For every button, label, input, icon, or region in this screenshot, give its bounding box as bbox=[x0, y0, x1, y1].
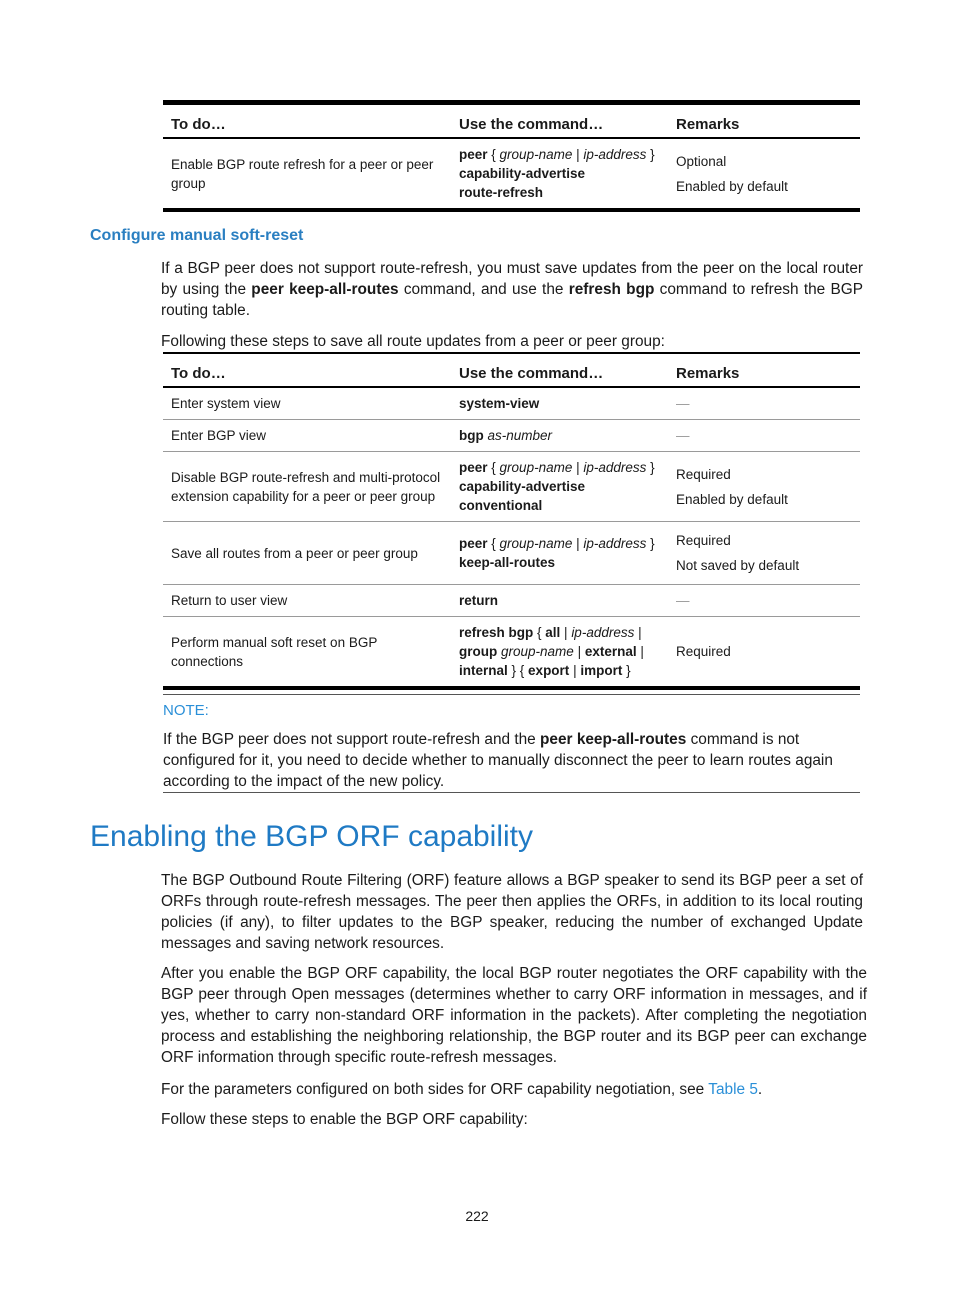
todo-cell: Perform manual soft reset on BGP connections bbox=[171, 634, 378, 669]
command-text: peer keep-all-routes bbox=[540, 731, 687, 748]
cmd-keyword: peer bbox=[459, 147, 488, 162]
cmd-punct: | bbox=[572, 460, 584, 475]
cmd-keyword: system-view bbox=[459, 396, 540, 411]
remark-line: Optional bbox=[676, 153, 727, 169]
text: For the parameters configured on both sides for ORF capability negotiation, see bbox=[161, 1081, 709, 1098]
cmd-keyword: capability-advertise bbox=[459, 166, 586, 181]
cmd-keyword: external bbox=[584, 644, 637, 659]
note-label: NOTE: bbox=[163, 702, 209, 719]
command-cell bbox=[451, 387, 668, 420]
remarks-cell: — bbox=[668, 585, 860, 617]
cmd-keyword: peer bbox=[459, 536, 488, 551]
table-row bbox=[163, 387, 860, 420]
cmd-punct: } bbox=[646, 460, 655, 475]
cmd-keyword: route-refresh bbox=[459, 185, 544, 200]
cmd-punct: | bbox=[572, 147, 584, 162]
page-number: 222 bbox=[465, 1208, 489, 1224]
todo-cell: Enter BGP view bbox=[163, 420, 451, 452]
cmd-punct: { bbox=[487, 460, 500, 475]
table-row bbox=[163, 585, 860, 617]
command-cell bbox=[451, 138, 668, 210]
cmd-keyword: internal bbox=[459, 663, 508, 678]
remarks-cell: — bbox=[668, 387, 860, 420]
text: If a BGP peer does not support route-refresh, you must save updates from the peer on the local router by using the bbox=[161, 260, 863, 298]
cmd-punct: | bbox=[560, 625, 572, 640]
remark-line: Required bbox=[676, 466, 731, 482]
table-row bbox=[163, 522, 860, 585]
cmd-keyword: peer bbox=[459, 460, 488, 475]
cmd-keyword: export bbox=[528, 663, 570, 678]
cmd-punct: } bbox=[622, 663, 631, 678]
text: . bbox=[757, 1081, 763, 1098]
table-header-command: Use the command… bbox=[451, 103, 668, 139]
command-cell bbox=[451, 452, 668, 522]
remarks-cell bbox=[668, 522, 860, 585]
cmd-punct: } bbox=[646, 536, 655, 551]
section-title: Enabling the BGP ORF capability bbox=[90, 820, 534, 853]
text: command to refresh the BGP routing table. bbox=[161, 281, 863, 319]
cmd-punct: | bbox=[569, 663, 581, 678]
cmd-param: ip-address bbox=[571, 625, 635, 640]
command-text: refresh bgp bbox=[568, 281, 655, 298]
table-header-command: Use the command… bbox=[451, 353, 668, 387]
remark-line: Not saved by default bbox=[676, 558, 800, 573]
command-cell bbox=[451, 617, 668, 689]
note-text bbox=[163, 729, 860, 792]
cmd-punct: | bbox=[573, 644, 585, 659]
remarks-cell bbox=[668, 138, 860, 210]
cmd-punct: } { bbox=[507, 663, 529, 678]
cmd-param: group-name bbox=[499, 147, 573, 162]
table-header-todo: To do… bbox=[163, 353, 451, 387]
table-row bbox=[163, 420, 860, 452]
paragraph: The BGP Outbound Route Filtering (ORF) feature allows a BGP speaker to send its BGP peer a set of ORFs through route-refresh messages. The peer then applies the ORFs, in addition to its local routing policies (if any), to filter updates to the BGP speaker, reducing the number of exchanged Update messages and saving network resources. bbox=[161, 872, 863, 952]
cmd-keyword: conventional bbox=[459, 498, 543, 513]
cmd-param: ip-address bbox=[583, 536, 647, 551]
section-heading: Configure manual soft-reset bbox=[90, 227, 304, 244]
table-header-todo: To do… bbox=[163, 103, 451, 139]
paragraph: Follow these steps to enable the BGP ORF capability: bbox=[161, 1111, 528, 1128]
cmd-punct: { bbox=[487, 536, 500, 551]
cmd-keyword: bgp bbox=[459, 428, 484, 443]
cmd-punct: { bbox=[533, 625, 546, 640]
cmd-keyword: group bbox=[459, 644, 498, 659]
note-bottom-rule bbox=[163, 792, 860, 793]
command-text: peer keep-all-routes bbox=[251, 281, 399, 298]
cmd-punct: | bbox=[634, 625, 642, 640]
text: command, and use the bbox=[398, 281, 569, 298]
table-row bbox=[163, 138, 860, 210]
command-cell bbox=[451, 522, 668, 585]
cmd-keyword: keep-all-routes bbox=[459, 555, 556, 570]
todo-cell: Enable BGP route refresh for a peer or peer group bbox=[171, 156, 434, 191]
cmd-keyword: refresh bgp bbox=[459, 625, 534, 640]
command-cell bbox=[451, 420, 668, 452]
command-table-soft-reset bbox=[163, 352, 860, 690]
todo-cell: Enter system view bbox=[163, 387, 451, 420]
cmd-keyword: all bbox=[545, 625, 561, 640]
remark-line: Enabled by default bbox=[676, 491, 788, 507]
text: command is not configured for it, you need to decide whether to manually disconnect the peer to learn routes again according to the impact of the new policy. bbox=[163, 731, 833, 790]
cmd-punct: { bbox=[487, 147, 500, 162]
table-row bbox=[163, 617, 860, 689]
paragraph: After you enable the BGP ORF capability, the local BGP router negotiates the ORF capability with the BGP peer through Open messages (determines whether to carry ORF information in messages, and if yes, whether to carry non-standard ORF information in the packets). After completing the negotiation process and establishing the neighboring relationship, the BGP router and its BGP peer can exchange ORF information through specific route-refresh messages. bbox=[161, 965, 867, 1066]
cmd-param: group-name bbox=[499, 460, 573, 475]
text: If the BGP peer does not support route-refresh and the bbox=[163, 731, 541, 748]
paragraph bbox=[161, 1079, 863, 1100]
table-row bbox=[163, 452, 860, 522]
cmd-punct: | bbox=[636, 644, 644, 659]
cmd-param: ip-address bbox=[583, 147, 647, 162]
cmd-punct: } bbox=[646, 147, 655, 162]
table-header-remarks: Remarks bbox=[668, 353, 860, 387]
cmd-param: ip-address bbox=[583, 460, 647, 475]
todo-cell: Disable BGP route-refresh and multi-protocol extension capability for a peer or peer group bbox=[163, 452, 451, 522]
note-top-rule bbox=[163, 694, 860, 695]
paragraph: Following these steps to save all route updates from a peer or peer group: bbox=[161, 333, 665, 350]
table-5-link[interactable]: Table 5 bbox=[708, 1081, 758, 1098]
remarks-cell: Required bbox=[676, 644, 731, 659]
cmd-keyword: capability-advertise bbox=[459, 479, 586, 494]
table-header-remarks: Remarks bbox=[668, 103, 860, 139]
remarks-cell: — bbox=[668, 420, 860, 452]
cmd-param: as-number bbox=[487, 428, 553, 443]
command-table-route-refresh bbox=[163, 100, 860, 212]
remarks-cell bbox=[668, 452, 860, 522]
cmd-param: group-name bbox=[499, 536, 573, 551]
paragraph bbox=[161, 258, 863, 321]
cmd-param: group-name bbox=[501, 644, 574, 659]
remark-line: Required bbox=[676, 533, 731, 548]
todo-cell: Save all routes from a peer or peer group bbox=[163, 522, 451, 585]
cmd-punct: | bbox=[572, 536, 584, 551]
cmd-keyword: import bbox=[580, 663, 623, 678]
command-cell bbox=[451, 585, 668, 617]
remark-line: Enabled by default bbox=[676, 178, 788, 194]
cmd-keyword: return bbox=[459, 593, 499, 608]
todo-cell: Return to user view bbox=[163, 585, 451, 617]
